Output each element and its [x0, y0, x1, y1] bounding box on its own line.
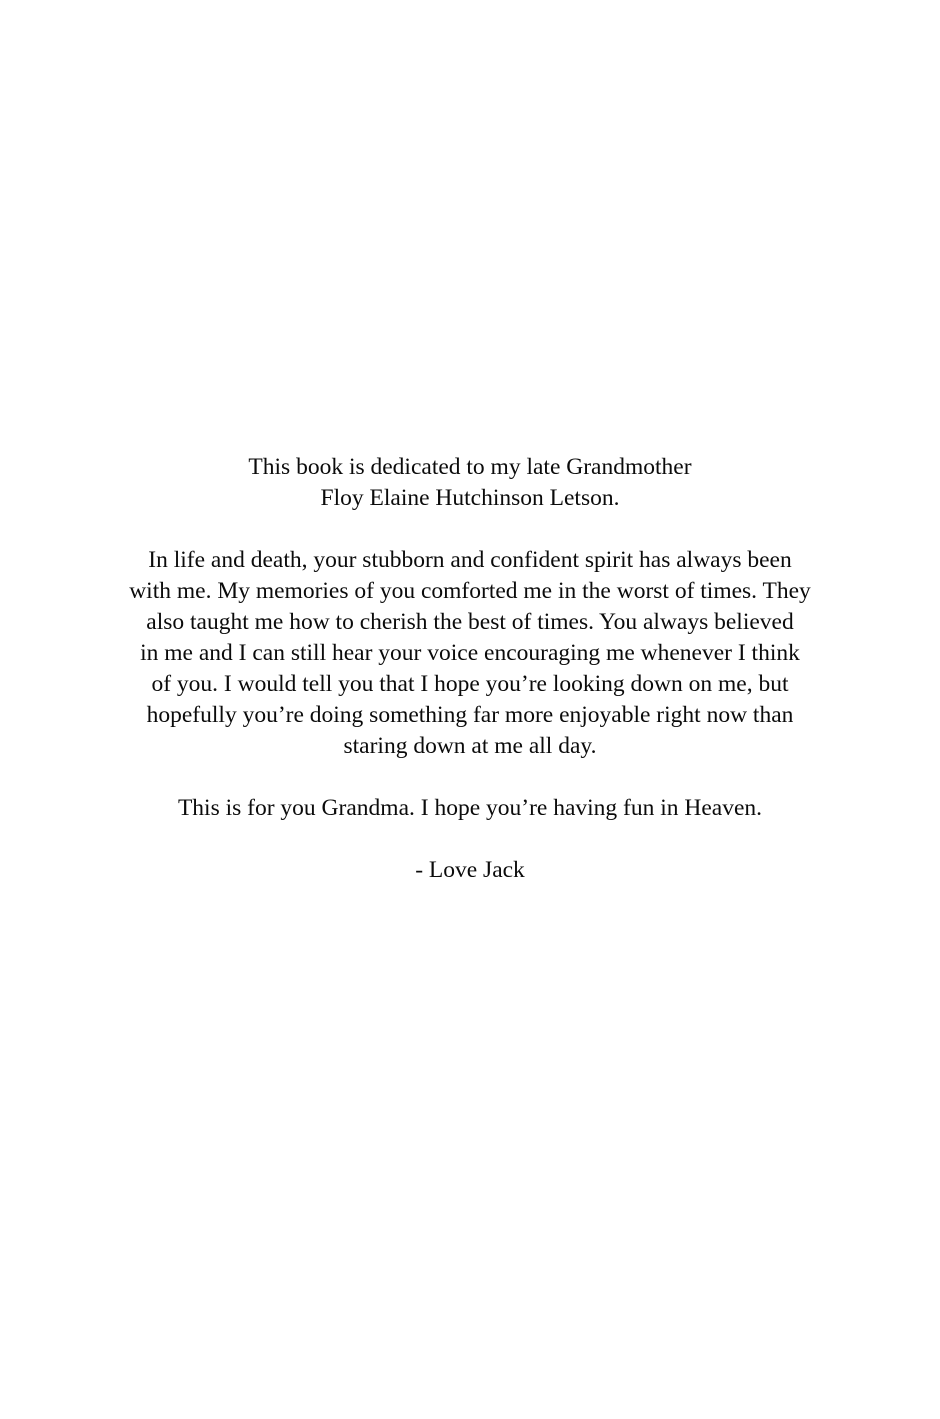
dedication-body-line-1: In life and death, your stubborn and confident spirit has always been — [148, 547, 792, 573]
dedication-body-paragraph — [100, 545, 840, 762]
dedication-closing-line: This is for you Grandma. I hope you’re having fun in Heaven. — [177, 795, 763, 821]
dedication-heading — [100, 452, 840, 514]
dedication-body-line-5: of you. I would tell you that I hope you’re looking down on me, but — [151, 671, 789, 697]
dedication-body-line-2: with me. My memories of you comforted me in the worst of times. They — [129, 578, 811, 604]
dedication-signature: - Love Jack — [415, 857, 525, 883]
dedication-body-line-6: hopefully you’re doing something far more enjoyable right now than — [146, 702, 794, 728]
dedication-body-line-7: staring down at me all day. — [343, 733, 597, 759]
dedication-heading-line-2: Floy Elaine Hutchinson Letson. — [320, 485, 620, 511]
dedication-body-line-4: in me and I can still hear your voice encouraging me whenever I think — [140, 640, 800, 666]
dedication-block — [0, 452, 940, 886]
dedication-body-line-3: also taught me how to cherish the best of times. You always believed — [146, 609, 794, 635]
dedication-heading-line-1: This book is dedicated to my late Grandmother — [248, 454, 692, 480]
